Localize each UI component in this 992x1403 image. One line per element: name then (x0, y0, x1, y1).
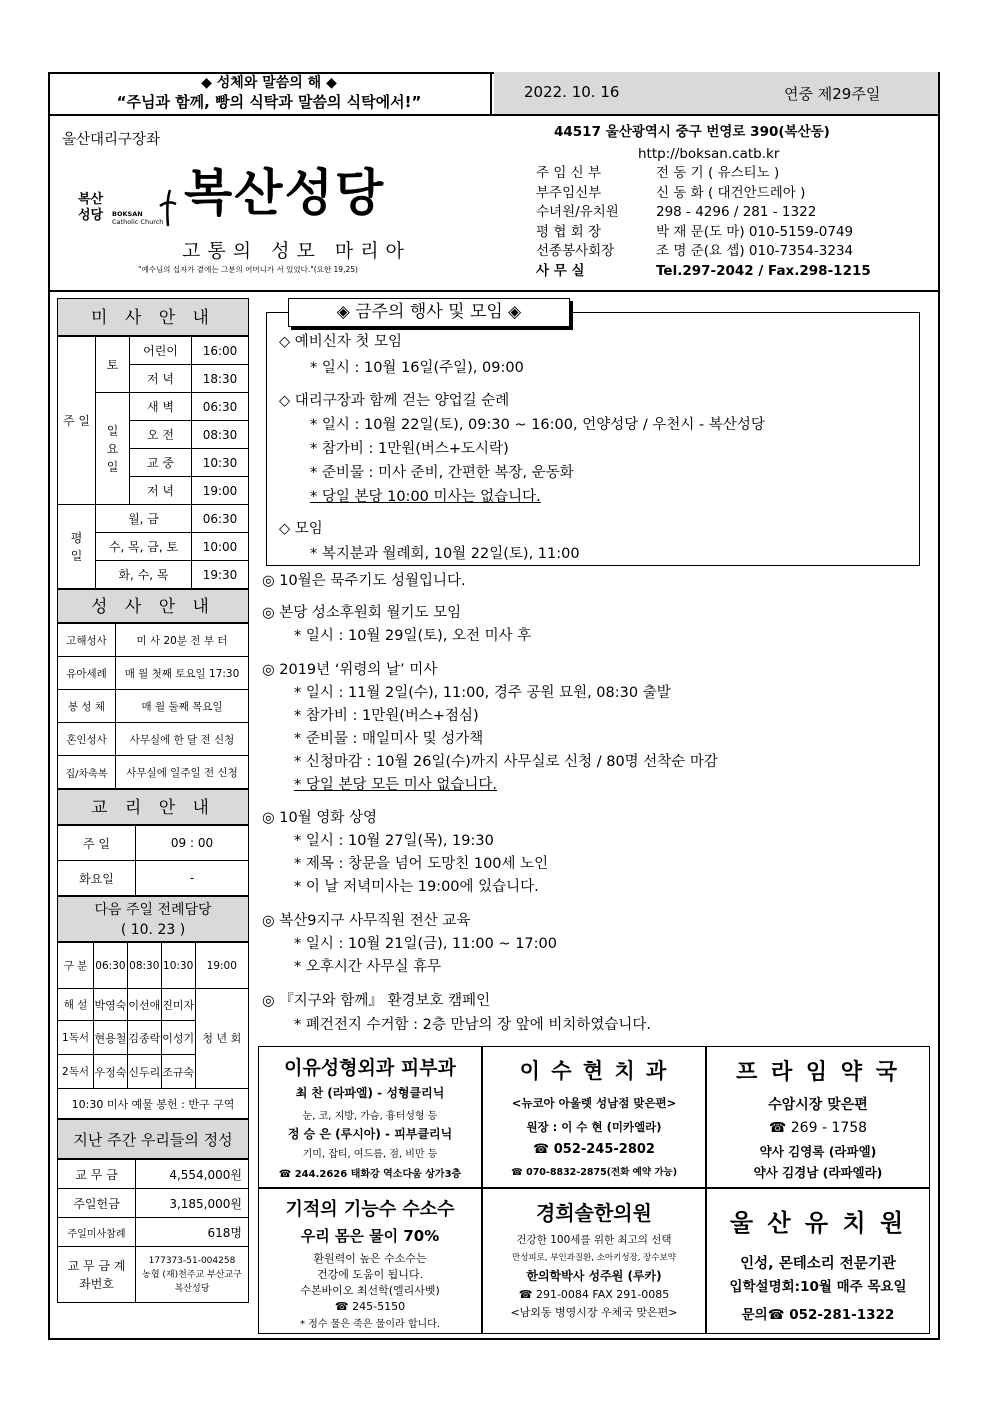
mass-name: 교 중 (130, 449, 192, 477)
liturgy-person: 이성기 (161, 1021, 195, 1055)
catechism-value: 09 : 00 (136, 826, 249, 861)
contact-row: 평 협 회 장 박 재 문(도 마) 010-5159-0749 (536, 223, 854, 240)
notice-head: ◎ 복산9지구 사무직원 전산 교육 (262, 913, 471, 929)
events-title: ◈ 금주의 행사 및 모임 ◈ (288, 298, 570, 327)
ad-line: 한의학박사 성주원 (루카) (526, 1269, 662, 1283)
ad-line: ☎ 070-8832-2875(전화 예약 가능) (510, 1167, 678, 1178)
ad-line: 건강한 100세를 위한 최고의 선택 (516, 1234, 672, 1246)
mass-time: 06:30 (192, 393, 249, 421)
notice-item: * 오후시간 사무실 휴무 (294, 959, 442, 975)
ad-title: 이유성형외과 피부과 (284, 1057, 456, 1079)
notice-item: * 준비물 : 매일미사 및 성가책 (294, 731, 484, 747)
logo-en-1: BOKSAN (112, 210, 143, 218)
ad-line: 최 찬 (라파엘) - 성형클리닉 (295, 1086, 445, 1100)
ad-title: 이 수 현 치 과 (519, 1059, 669, 1083)
liturgy-title-box (57, 896, 249, 942)
mass-time: 08:30 (192, 421, 249, 449)
event-item: * 참가비 : 1만원(버스+도시락) (310, 441, 509, 457)
mass-name: 저 녁 (130, 477, 192, 505)
notice-item: * 일시 : 10월 29일(토), 오전 미사 후 (294, 628, 532, 644)
youth-group: 청 년 회 (195, 989, 248, 1089)
ad-oriental-clinic (482, 1188, 706, 1334)
account-bank: 농협 (재)천주교 부산교구 (142, 1269, 242, 1280)
liturgy-header: 08:30 (127, 943, 161, 989)
header-date-box (494, 72, 938, 114)
scripture-quote: "예수님의 십자가 곁에는 그분의 어머니가 서 있었다."(요한 19,25) (138, 265, 358, 274)
sunday-label: 주 일 (58, 337, 96, 505)
ad-pharmacy (706, 1046, 930, 1188)
notice-item: * 이 날 저녁미사는 19:00에 있습니다. (294, 879, 539, 895)
offering-table (57, 1159, 249, 1303)
liturgy-date: ( 10. 23 ) (120, 922, 186, 938)
liturgy-person: 현용철 (94, 1021, 128, 1055)
notice-head: ◎ 10월 영화 상영 (262, 810, 377, 826)
ad-line: 눈, 코, 지방, 가슴, 흉터성형 등 (302, 1111, 438, 1122)
liturgy-header: 구 분 (58, 943, 94, 989)
event-head: ◇ 예비신자 첫 모임 (279, 334, 403, 350)
sunday-day-label: 일 요 일 (96, 393, 130, 505)
mass-table (57, 336, 249, 589)
header-motto-box (48, 72, 492, 114)
offering-name: 주일미사참례 (58, 1218, 136, 1247)
liturgy-person: 김종락 (127, 1021, 161, 1055)
contact-row: 사 무 실 Tel.297-2042 / Fax.298-1215 (536, 262, 871, 279)
catechism-value: - (136, 861, 249, 896)
offering-value: 618명 (136, 1218, 249, 1247)
ad-line: ☎ 291-0084 FAX 291-0085 (518, 1288, 670, 1301)
ad-line: 환원력이 높은 수소수는 (313, 1252, 427, 1265)
mass-name: 수, 목, 금, 토 (96, 533, 192, 561)
ad-line: 원장 : 이 수 현 (미카엘라) (526, 1120, 662, 1134)
mass-name: 오 전 (130, 421, 192, 449)
sacrament-name: 유아세례 (58, 657, 116, 690)
ad-line: <뉴코아 아울렛 성남점 맞은편> (511, 1096, 677, 1110)
ad-line: 입학설명회:10월 매주 목요일 (729, 1279, 907, 1295)
liturgy-person: 조규숙 (161, 1055, 195, 1089)
sacrament-name: 집/차축복 (58, 756, 116, 789)
ad-line: 약사 김영록 (라파엘) (759, 1144, 877, 1159)
ad-dental (482, 1046, 706, 1188)
notice-item: * 일시 : 10월 27일(목), 19:30 (294, 833, 494, 849)
ad-kindergarten (706, 1188, 930, 1334)
event-item: * 복지분과 월례회, 10월 22일(토), 11:00 (310, 546, 580, 562)
sacrament-name: 봉 성 체 (58, 690, 116, 723)
ad-title: 프 라 임 약 국 (736, 1060, 900, 1085)
notice-item: * 일시 : 11월 2일(수), 11:00, 경주 공원 묘원, 08:30 출발 (294, 685, 671, 701)
mass-time: 19:00 (192, 477, 249, 505)
ad-title: 기적의 기능수 수소수 (285, 1199, 455, 1220)
ad-line: ☎ 269 - 1758 (768, 1120, 868, 1136)
mass-name: 월, 금 (96, 505, 192, 533)
liturgy-header: 10:30 (161, 943, 195, 989)
sacrament-name: 고해성사 (58, 624, 116, 657)
liturgy-title: 다음 주일 전례담당 (94, 902, 212, 918)
liturgy-role: 1독서 (58, 1021, 94, 1055)
event-head: ◇ 대리구장과 함께 걷는 양업길 순례 (279, 393, 510, 409)
ad-line: ☎ 244.2626 태화강 역소다움 상가3층 (278, 1169, 462, 1180)
liturgy-role: 2독서 (58, 1055, 94, 1089)
notice-head: ◎ 본당 성소후원회 월기도 모임 (262, 605, 462, 621)
liturgy-note: 10:30 미사 예물 봉헌 : 반구 구역 (58, 1089, 249, 1119)
liturgy-header: 06:30 (94, 943, 128, 989)
contact-list (536, 164, 936, 282)
logo-small-1: 복산 (78, 192, 104, 207)
account-number: 177373-51-004258 (148, 1255, 236, 1266)
ad-line: 정 승 은 (루시아) - 피부클리닉 (287, 1127, 453, 1141)
ad-title: 울 산 유 치 원 (729, 1209, 907, 1237)
liturgy-role: 해 설 (58, 989, 94, 1021)
offering-name: 주일헌금 (58, 1189, 136, 1218)
contact-row: 부주임신부 신 동 화 ( 대건안드레아 ) (536, 184, 806, 201)
sacrament-value: 미 사 20분 전 부 터 (116, 624, 249, 657)
sacrament-value: 매 월 둘째 목요일 (116, 690, 249, 723)
left-column (57, 298, 249, 1303)
motto: “주님과 함께, 빵의 식탁과 말씀의 식탁에서!” (116, 93, 422, 111)
liturgy-person: 우정숙 (94, 1055, 128, 1089)
ad-line: ☎ 245-5150 (334, 1300, 406, 1313)
ad-line: * 정수 물은 죽은 물이라 합니다. (300, 1319, 440, 1330)
catechism-table (57, 825, 249, 896)
ad-line: 약사 김경남 (라파엘라) (753, 1165, 883, 1180)
sacrament-value: 매 월 첫째 토요일 17:30 (116, 657, 249, 690)
account-holder: 복산성당 (174, 1283, 210, 1294)
offering-value: 4,554,000원 (136, 1160, 249, 1189)
ad-hydrogen-water (258, 1188, 482, 1334)
ad-line: 건강에 도움이 됩니다. (316, 1268, 424, 1281)
patron: 고통의 성모 마리아 (182, 240, 411, 262)
mass-name: 어린이 (130, 337, 192, 365)
mass-time: 10:30 (192, 449, 249, 477)
sacrament-value: 사무실에 한 달 전 신청 (116, 723, 249, 756)
sacrament-title: 성 사 안 내 (57, 589, 249, 623)
mass-time: 18:30 (192, 365, 249, 393)
event-item: * 일시 : 10월 16일(주일), 09:00 (310, 360, 524, 376)
cross-icon (156, 188, 178, 228)
notice-item: * 참가비 : 1만원(버스+점심) (294, 708, 479, 724)
event-item: * 준비물 : 미사 준비, 간편한 복장, 운동화 (310, 465, 574, 481)
contact-row: 수녀원/유치원 298 - 4296 / 281 - 1322 (536, 204, 817, 221)
liturgy-person: 박영숙 (94, 989, 128, 1021)
liturgy-person: 이선애 (127, 989, 161, 1021)
liturgical-week: 연중 제29주일 (784, 85, 881, 103)
logo-small (78, 192, 103, 224)
mass-time: 19:30 (192, 561, 249, 589)
ad-line: 인성, 몬테소리 전문기관 (740, 1256, 896, 1272)
catechism-title: 교 리 안 내 (57, 789, 249, 825)
account-label: 교 무 금 계좌번호 (58, 1247, 136, 1303)
notice-head: ◎ 『지구와 함께』 환경보호 캠페인 (262, 993, 491, 1009)
ad-line: 만성피로, 부인과질환, 소아키성장, 장수보약 (511, 1253, 676, 1263)
issue-date: 2022. 10. 16 (524, 83, 620, 101)
offering-name: 교 무 금 (58, 1160, 136, 1189)
address: 44517 울산광역시 중구 번영로 390(복산동) (554, 124, 830, 140)
notice-item: * 신청마감 : 10월 26일(수)까지 사무실로 신청 / 80명 선착순 마감 (294, 754, 718, 770)
mass-time: 16:00 (192, 337, 249, 365)
header-bar (48, 72, 940, 116)
ad-line: 수본바이오 최선학(엘리사벳) (300, 1284, 440, 1297)
notice-item: * 폐건전지 수거함 : 2층 만남의 장 앞에 비치하였습니다. (294, 1017, 651, 1033)
event-item: * 당일 본당 10:00 미사는 없습니다. (310, 489, 541, 505)
parish-info (48, 116, 940, 292)
logo-en-2: Catholic Church (112, 218, 164, 226)
ad-line: 수암시장 맞은편 (768, 1097, 868, 1113)
ad-line: 우리 몸은 물이 70% (300, 1227, 440, 1245)
ad-title: 경희솔한의원 (536, 1201, 652, 1225)
mass-name: 새 벽 (130, 393, 192, 421)
catechism-name: 화요일 (58, 861, 136, 896)
year-title: ◆ 성체와 말씀의 해 ◆ (201, 75, 337, 91)
ad-line: 기미, 잡티, 여드름, 점, 비만 등 (302, 1149, 438, 1160)
ad-plastic-surgery (258, 1046, 482, 1188)
catechism-name: 주 일 (58, 826, 136, 861)
website[interactable]: http://boksan.catb.kr (638, 146, 780, 162)
weekday-label: 평 일 (58, 505, 96, 589)
mass-name: 저 녁 (130, 365, 192, 393)
sacrament-value: 사무실에 일주일 전 신청 (116, 756, 249, 789)
mass-title: 미 사 안 내 (57, 298, 249, 336)
notice-item: * 당일 본당 모든 미사 없습니다. (294, 777, 497, 793)
notice-item: * 제목 : 창문을 넘어 도망친 100세 노인 (294, 856, 549, 872)
contact-row: 선종봉사회장 조 명 준(요 셉) 010-7354-3234 (536, 243, 854, 260)
sacrament-table (57, 623, 249, 789)
notice-head: ◎ 2019년 ‘위령의 날’ 미사 (262, 662, 438, 678)
contact-row: 주 임 신 부 전 동 기 ( 유스티노 ) (536, 165, 780, 181)
liturgy-person: 신두리 (127, 1055, 161, 1089)
offering-value: 3,185,000원 (136, 1189, 249, 1218)
notice-item: * 일시 : 10월 21일(금), 11:00 ~ 17:00 (294, 936, 557, 952)
ad-line: ☎ 052-245-2802 (533, 1142, 655, 1157)
liturgy-table (57, 942, 249, 1119)
logo-small-2: 성당 (78, 208, 104, 223)
account-info (136, 1247, 249, 1303)
event-head: ◇ 모임 (279, 521, 323, 537)
event-item: * 일시 : 10월 22일(토), 09:30 ~ 16:00, 언양성당 / 우천시 - 복산성당 (310, 417, 765, 433)
offering-title: 지난 주간 우리들의 정성 (57, 1119, 249, 1159)
diocese: 울산대리구장좌 (62, 132, 161, 148)
mass-time: 06:30 (192, 505, 249, 533)
liturgy-header: 19:00 (195, 943, 248, 989)
notice-rosary: ◎ 10월은 묵주기도 성월입니다. (262, 573, 466, 589)
ad-line: <남외동 병영시장 우체국 맞은편> (510, 1306, 678, 1319)
sacrament-name: 혼인성사 (58, 723, 116, 756)
ad-line: 문의☎ 052-281-1322 (741, 1307, 895, 1323)
parish-name: 복산성당 (184, 164, 386, 222)
liturgy-person: 진미자 (161, 989, 195, 1021)
saturday-label: 토 (96, 337, 130, 393)
mass-name: 화, 수, 목 (96, 561, 192, 589)
mass-time: 10:00 (192, 533, 249, 561)
